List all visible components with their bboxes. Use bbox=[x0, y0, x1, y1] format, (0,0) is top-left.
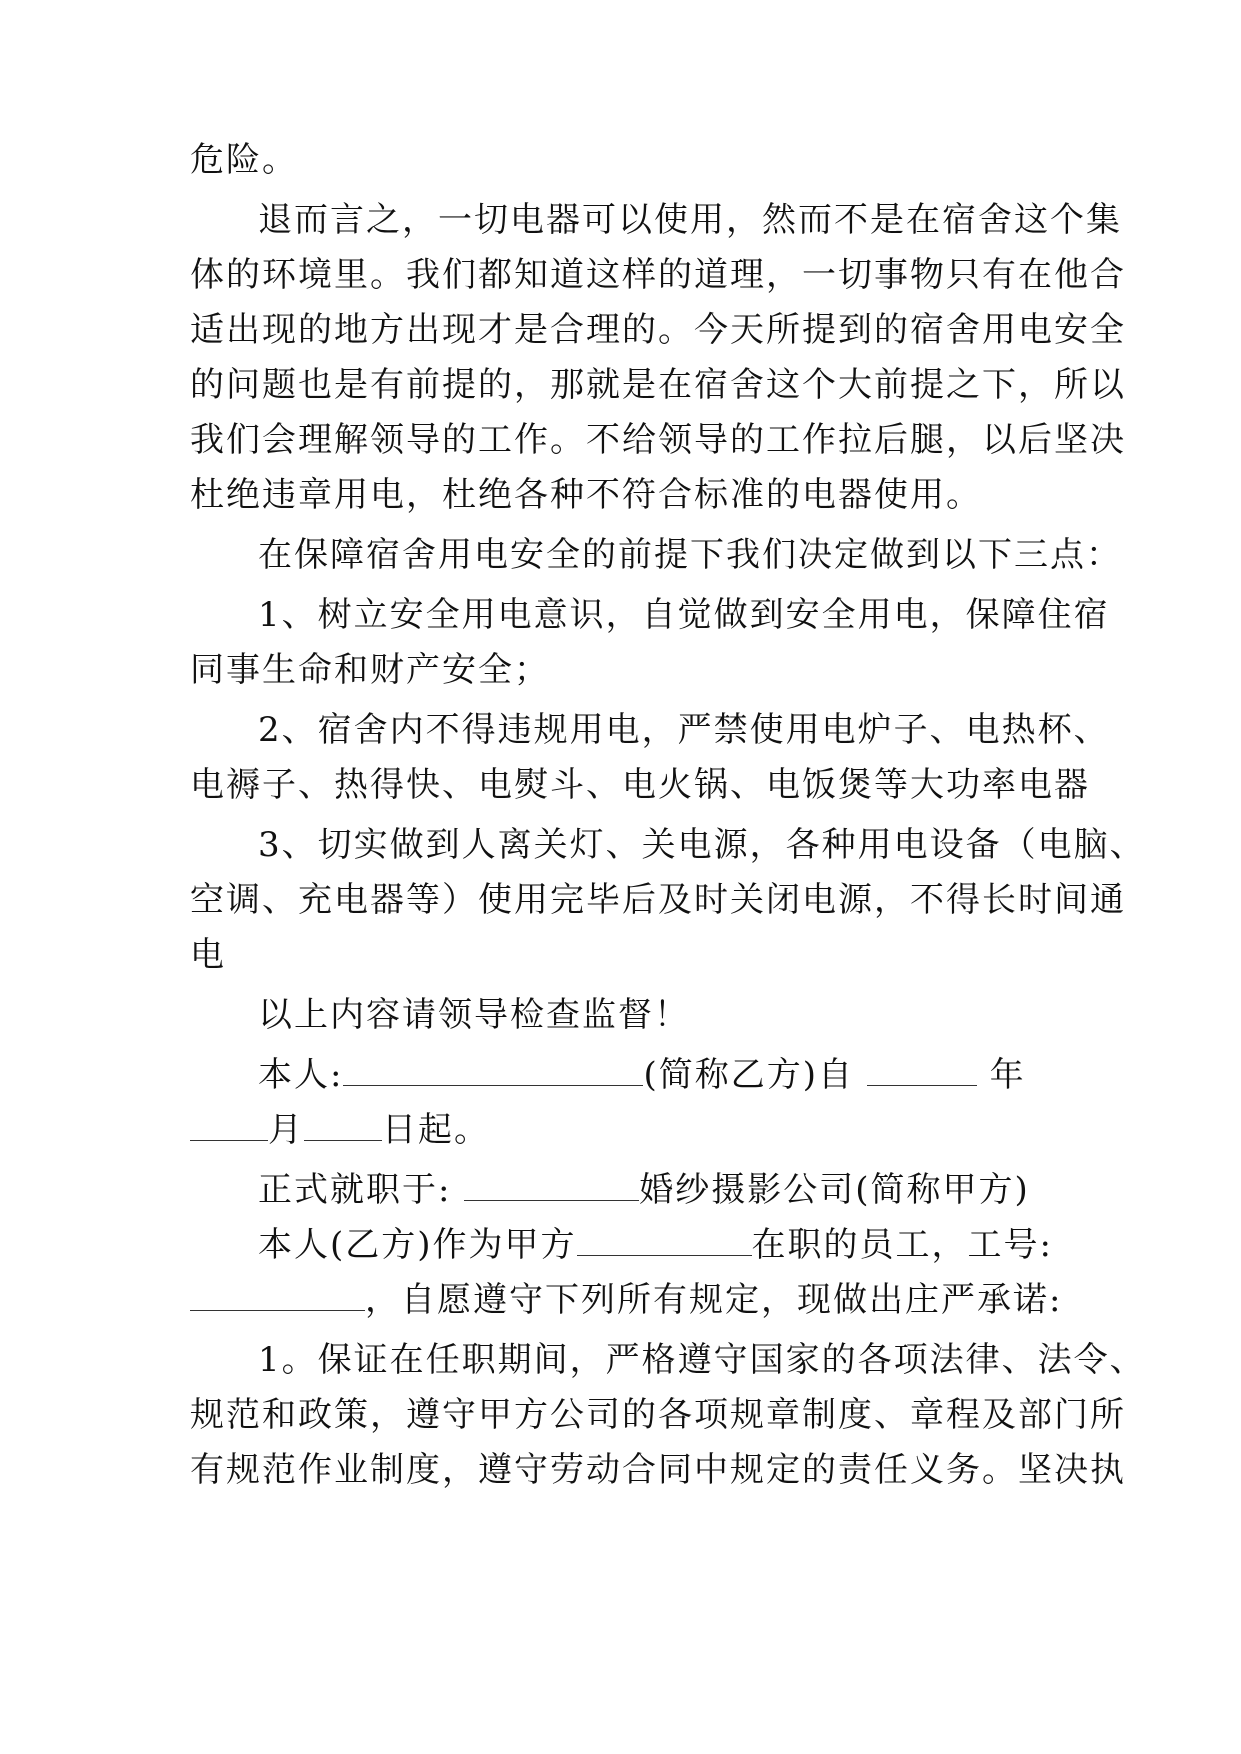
company-blank[interactable] bbox=[464, 1170, 639, 1201]
form-line-id bbox=[190, 1270, 1062, 1330]
paragraph-line: 的问题也是有前提的，那就是在宿舍这个大前提之下，所以 bbox=[190, 365, 1126, 405]
paragraph-line: 退而言之，一切电器可以使用，然而不是在宿舍这个集 bbox=[258, 200, 1122, 240]
list-item-cont: 电褥子、热得快、电熨斗、电火锅、电饭煲等大功率电器 bbox=[190, 765, 1090, 805]
employee-id-blank[interactable] bbox=[190, 1280, 365, 1311]
list-item-cont: 空调、充电器等）使用完毕后及时关闭电源，不得长时间通 bbox=[190, 880, 1126, 920]
paragraph-line: 杜绝违章用电，杜绝各种不符合标准的电器使用。 bbox=[190, 475, 982, 515]
department-blank[interactable] bbox=[577, 1225, 752, 1256]
paragraph-line: 在保障宿舍用电安全的前提下我们决定做到以下三点： bbox=[258, 535, 1122, 575]
form-label: 日起。 bbox=[382, 1110, 490, 1150]
month-blank[interactable] bbox=[190, 1110, 268, 1141]
form-label: 婚纱摄影公司(简称甲方) bbox=[639, 1170, 1030, 1210]
paragraph-line: 我们会理解领导的工作。不给领导的工作拉后腿，以后坚决 bbox=[190, 420, 1126, 460]
day-blank[interactable] bbox=[304, 1110, 382, 1141]
form-label: 正式就职于: bbox=[258, 1170, 452, 1210]
form-label: (简称乙方)自 bbox=[643, 1055, 854, 1095]
closing-line: 以上内容请领导检查监督！ bbox=[258, 995, 690, 1035]
paragraph-line: 适出现的地方出现才是合理的。今天所提到的宿舍用电安全 bbox=[190, 310, 1126, 350]
form-label: 月 bbox=[268, 1110, 304, 1150]
list-item-cont: 电 bbox=[190, 935, 226, 975]
form-label: 在职的员工，工号: bbox=[751, 1225, 1053, 1265]
list-item: 2、宿舍内不得违规用电，严禁使用电炉子、电热杯、 bbox=[258, 710, 1110, 750]
name-blank[interactable] bbox=[343, 1055, 643, 1086]
paragraph-line: 危险。 bbox=[190, 140, 298, 180]
paragraph-line: 1。保证在任职期间，严格遵守国家的各项法律、法令、 bbox=[258, 1340, 1146, 1380]
list-item-cont: 同事生命和财产安全； bbox=[190, 650, 550, 690]
form-label: 本人: bbox=[258, 1055, 344, 1095]
paragraph-line: 规范和政策，遵守甲方公司的各项规章制度、章程及部门所 bbox=[190, 1395, 1126, 1435]
form-label: 年 bbox=[989, 1055, 1026, 1095]
list-item: 1、树立安全用电意识，自觉做到安全用电，保障住宿 bbox=[258, 595, 1110, 635]
paragraph-line: 有规范作业制度，遵守劳动合同中规定的责任义务。坚决执 bbox=[190, 1450, 1126, 1490]
paragraph-line: 体的环境里。我们都知道这样的道理，一切事物只有在他合 bbox=[190, 255, 1126, 295]
form-line-employee bbox=[258, 1215, 1053, 1275]
form-line-date bbox=[190, 1100, 490, 1160]
form-label: 本人(乙方)作为甲方 bbox=[258, 1225, 577, 1265]
form-label: ，自愿遵守下列所有规定，现做出庄严承诺: bbox=[365, 1280, 1063, 1320]
form-line-company bbox=[258, 1160, 1030, 1220]
form-line-name bbox=[258, 1045, 1026, 1105]
year-blank[interactable] bbox=[867, 1055, 977, 1086]
list-item: 3、切实做到人离关灯、关电源，各种用电设备（电脑、 bbox=[258, 825, 1146, 865]
